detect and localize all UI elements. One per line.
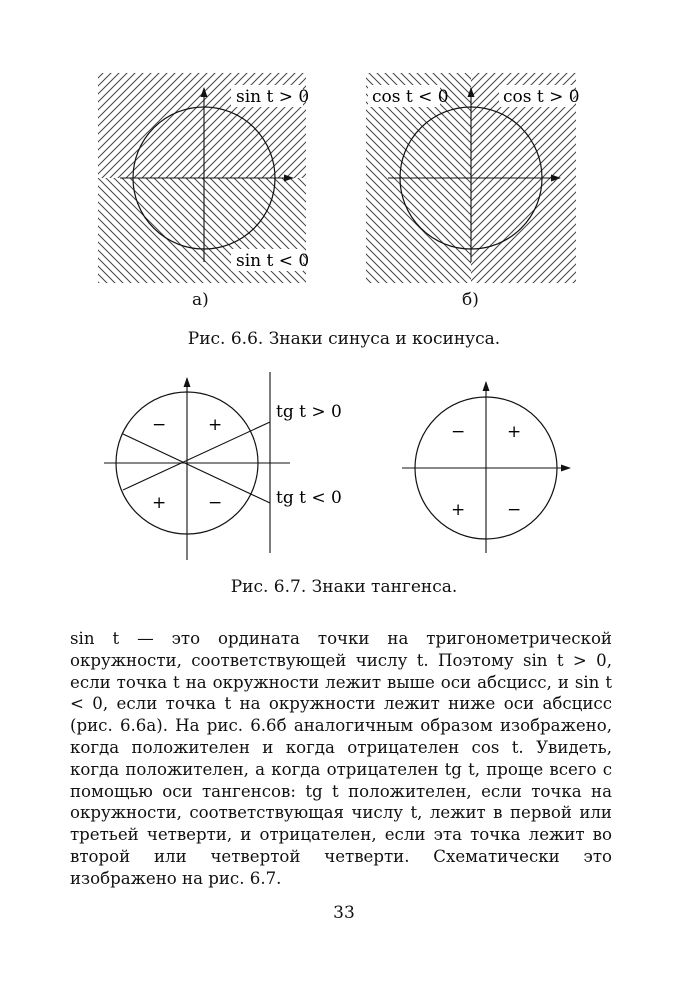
- sin-positive-label: sin t > 0: [236, 87, 310, 107]
- body-paragraph: [70, 628, 612, 890]
- cos-negative-label: cos t < 0: [372, 87, 449, 107]
- figure-6-7-right: [402, 382, 570, 553]
- sin-negative-label: sin t < 0: [236, 251, 310, 271]
- page-number: 33: [333, 903, 355, 923]
- right-quadrant-iv-sign: −: [507, 500, 522, 520]
- figure-6-7-caption: Рис. 6.7. Знаки тангенса.: [230, 577, 458, 597]
- tg-negative-label: tg t < 0: [276, 488, 342, 508]
- cos-positive-label: cos t > 0: [503, 87, 580, 107]
- paragraph-text: sin t — это ордината точки на тригонометрической окружности, соответствующей числу t. Поэтому sin t > 0, если точка t на окружности лежит выше оси абсцисс, и sin t < 0, если точка t на окружности лежит ниже оси абсцисс (рис. 6.6а). На рис. 6.6б аналогичным образом изображено, когда положителен и когда отрицателен cos t. Увидеть, когда положителен, а когда отрицателен tg t, проще всего с помощью оси тангенсов: tg t положителен, если точка на окружности, соответствующая числу t, лежит в первой или третьей четверти, и отрицателен, если эта точка лежит во второй или четвертой четверти. Схематически это изображено на рис. 6.7.: [70, 629, 612, 888]
- subfigure-a-label: а): [192, 290, 209, 310]
- right-quadrant-i-sign: +: [507, 422, 522, 442]
- quadrant-iv-sign: −: [208, 493, 223, 513]
- figure-6-6a: [98, 73, 309, 283]
- quadrant-i-sign: +: [208, 415, 223, 435]
- right-quadrant-ii-sign: −: [451, 422, 466, 442]
- tg-positive-label: tg t > 0: [276, 402, 342, 422]
- figure-6-7-left: [104, 372, 342, 560]
- quadrant-iii-sign: +: [152, 493, 167, 513]
- figure-6-6-caption: Рис. 6.6. Знаки синуса и косинуса.: [187, 329, 501, 349]
- figure-6-6b: [366, 73, 580, 283]
- subfigure-b-label: б): [462, 290, 479, 310]
- quadrant-ii-sign: −: [152, 415, 167, 435]
- right-quadrant-iii-sign: +: [451, 500, 466, 520]
